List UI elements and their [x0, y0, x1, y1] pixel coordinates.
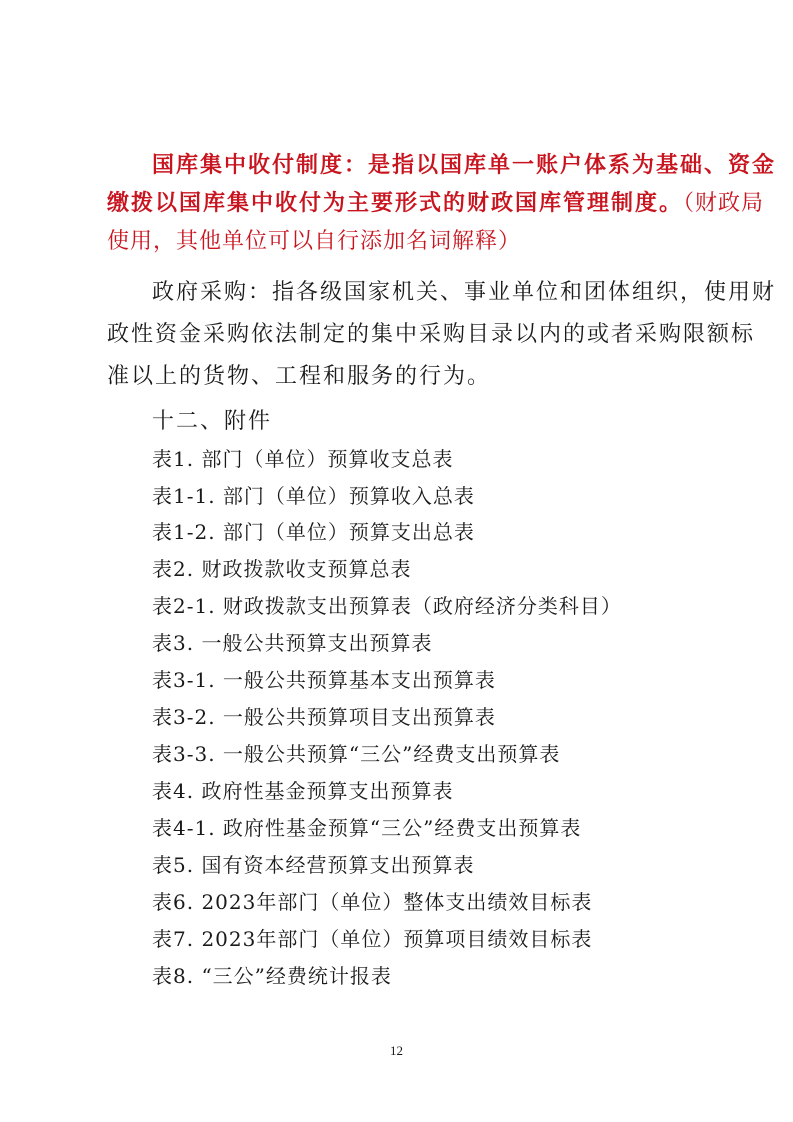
- attachment-item: 表1-2. 部门（单位）预算支出总表: [152, 520, 475, 544]
- attachment-item: 表2-1. 财政拨款支出预算表（政府经济分类科目）: [152, 594, 622, 618]
- treasury-definition-line-2-bold: 缴拨以国库集中收付为主要形式的财政国库管理制度。: [107, 191, 684, 216]
- attachment-item: 表1-1. 部门（单位）预算收入总表: [152, 484, 475, 508]
- treasury-definition-line-1: 国库集中收付制度：是指以国库单一账户体系为基础、资金: [152, 153, 777, 178]
- attachment-item: 表3-2. 一般公共预算项目支出预算表: [152, 705, 496, 729]
- attachment-item: 表4. 政府性基金预算支出预算表: [152, 779, 454, 803]
- treasury-definition-line-2: [107, 186, 764, 217]
- attachment-item: 表3-3. 一般公共预算“三公”经费支出预算表: [152, 742, 561, 766]
- procurement-definition-line-3: 准以上的货物、工程和服务的行为。: [107, 364, 492, 389]
- procurement-definition-line-2: 政性资金采购依法制定的集中采购目录以内的或者采购限额标: [107, 322, 756, 347]
- procurement-definition-line-1: 政府采购：指各级国家机关、事业单位和团体组织，使用财: [152, 280, 777, 305]
- attachment-item: 表7. 2023年部门（单位）预算项目绩效目标表: [152, 927, 593, 951]
- attachment-item: 表6. 2023年部门（单位）整体支出绩效目标表: [152, 890, 593, 914]
- attachment-item: 表8. “三公”经费统计报表: [152, 964, 392, 988]
- attachment-item: 表2. 财政拨款收支预算总表: [152, 557, 412, 581]
- attachment-item: 表3-1. 一般公共预算基本支出预算表: [152, 668, 496, 692]
- attachment-item: 表5. 国有资本经营预算支出预算表: [152, 853, 475, 877]
- attachment-item: 表1. 部门（单位）预算收支总表: [152, 447, 454, 471]
- treasury-definition-note: （财政局: [683, 191, 765, 216]
- section-heading: 十二、附件: [152, 409, 273, 434]
- attachment-item: 表3. 一般公共预算支出预算表: [152, 631, 433, 655]
- treasury-definition-line-3: 使用，其他单位可以自行添加名词解释）: [107, 229, 522, 254]
- attachment-item: 表4-1. 政府性基金预算“三公”经费支出预算表: [152, 816, 582, 840]
- page-number: 12: [390, 1043, 403, 1058]
